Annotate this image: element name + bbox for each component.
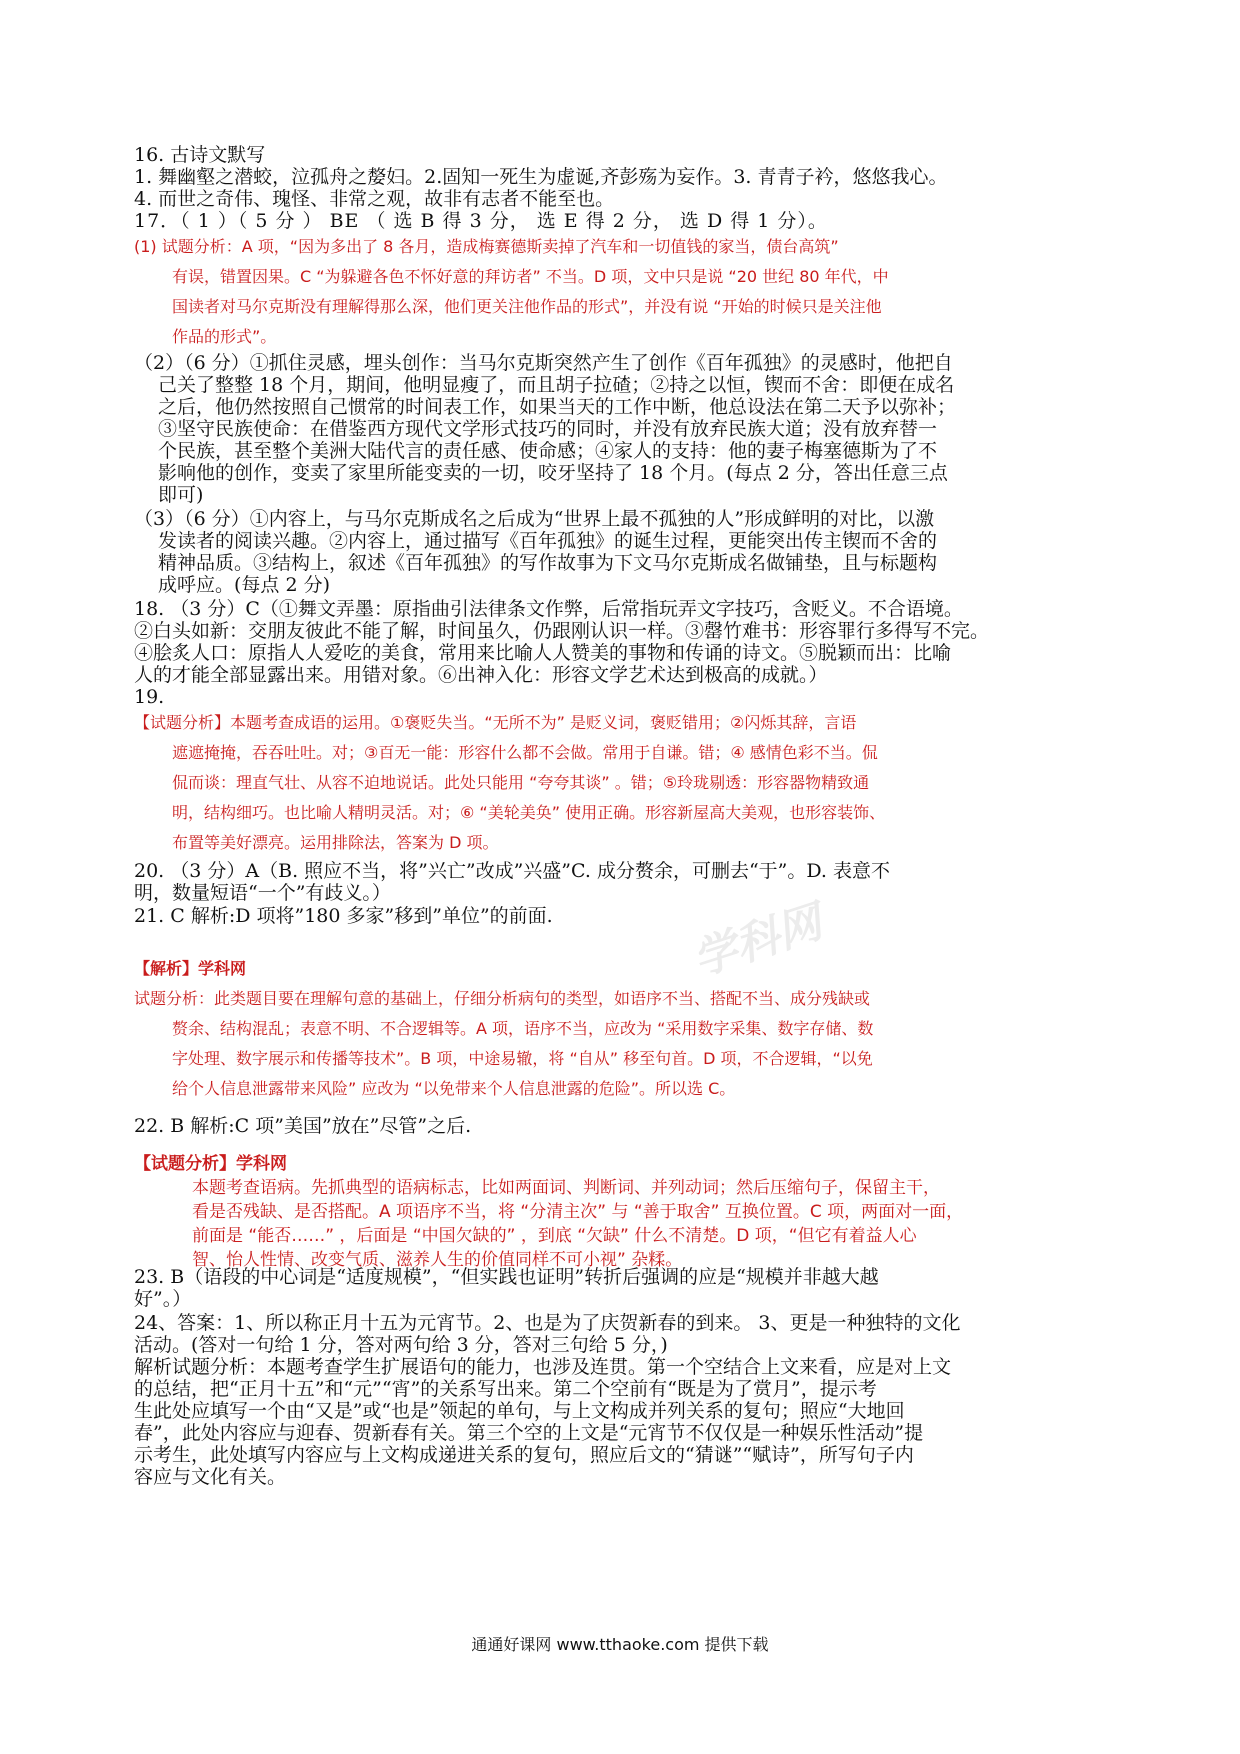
q23-line: 23. B（语段的中心词是“适度规模”，“但实践也证明”转折后强调的应是“规模并非越大越 — [134, 1266, 879, 1288]
q19-analysis-line: 明，结构细巧。也比喻人精明灵活。对；⑥ “美轮美奂” 使用正确。形容新屋高大美观，也形容装饰、 — [172, 803, 886, 822]
q19-analysis-line: 【试题分析】本题考查成语的运用。①褒贬失当。“无所不为” 是贬义词，褒贬错用；②闪烁其辞，言语 — [134, 713, 857, 732]
q24-analysis-line: 的总结，把“正月十五”和“元”“宵”的关系写出来。第二个空前有“既是为了赏月”，提示考 — [134, 1378, 877, 1400]
q19-analysis-line: 布置等美好漂亮。运用排除法，答案为 D 项。 — [172, 833, 499, 852]
q24-analysis-line: 解析试题分析：本题考查学生扩展语句的能力，也涉及连贯。第一个空结合上文来看，应是对上文 — [134, 1356, 952, 1378]
q16-line1: 1. 舞幽壑之潜蛟，泣孤舟之嫠妇。2.固知一死生为虚诞,齐彭殇为妄作。3. 青青子衿，悠悠我心。 — [134, 166, 948, 188]
q22-line: 22. B 解析:C 项”美国”放在”尽管”之后. — [134, 1115, 472, 1137]
q17-part3-line: 成呼应。(每点 2 分) — [158, 574, 330, 596]
q17-analysis-line: 有误，错置因果。C “为躲避各色不怀好意的拜访者” 不当。D 项，文中只是说 “20 世纪 80 年代，中 — [172, 267, 889, 286]
q17-part2-line: 己关了整整 18 个月，期间，他明显瘦了，而且胡子拉碴；②持之以恒，锲而不舍：即便在成名 — [158, 374, 955, 396]
q21-tag: 【解析】学科网 — [134, 959, 247, 978]
q16-title: 16. 古诗文默写 — [134, 144, 266, 166]
q20-line: 明，数量短语“一个”有歧义。） — [134, 882, 391, 904]
q17-analysis — [134, 232, 1094, 352]
q17-part2-line: 之后，他仍然按照自己惯常的时间表工作，如果当天的工作中断，他总设法在第二天予以弥补； — [158, 396, 957, 418]
q22-analysis — [134, 1152, 1094, 1272]
q24-answer-line: 24、答案：1、所以称正月十五为元宵节。2、也是为了庆贺新春的到来。 3、更是一种独特的文化 — [134, 1312, 961, 1334]
q22-analysis-line: 看是否残缺、是否搭配。A 项语序不当，将 “分清主次” 与 “善于取舍” 互换位置。C 项，两面对一面， — [192, 1202, 964, 1222]
q16-line2: 4. 而世之奇伟、瑰怪、非常之观，故非有志者不能至也。 — [134, 188, 615, 210]
q24-analysis-line: 示考生，此处填写内容应与上文构成递进关系的复句，照应后文的“猜谜”“赋诗”，所写句子内 — [134, 1444, 914, 1466]
q17-header: 17．（ 1 ）（ 5 分 ） BE （ 选 B 得 3 分， 选 E 得 2 分， 选 D 得 1 分）。 — [134, 210, 828, 232]
q21-line-block — [134, 905, 1094, 927]
q17-analysis-line: 国读者对马尔克斯没有理解得那么深，他们更关注他作品的形式”，并没有说 “开始的时候只是关注他 — [172, 297, 882, 316]
q21-analysis-line: 给个人信息泄露带来风险” 应改为 “以免带来个人信息泄露的危险”。所以选 C。 — [172, 1079, 736, 1098]
q19-number-block — [134, 686, 1094, 708]
q21-analysis — [134, 954, 1094, 1104]
q23-section — [134, 1266, 1094, 1310]
q18-line: ②白头如新：交朋友彼此不能了解，时间虽久，仍跟刚认识一样。③罄竹难书：形容罪行多得写不完。 — [134, 620, 990, 642]
page-footer: 通通好课网 www.tthaoke.com 提供下载 — [471, 1635, 769, 1654]
q17-part3 — [134, 508, 1094, 596]
q21-analysis-line: 试题分析：此类题目要在理解句意的基础上，仔细分析病句的类型，如语序不当、搭配不当、成分残缺或 — [134, 989, 871, 1008]
q17-part2-line: ③坚守民族使命：在借鉴西方现代文学形式技巧的同时，并没有放弃民族大道；没有放弃替一 — [158, 418, 938, 440]
q24-answer-line: 活动。(答对一句给 1 分，答对两句给 3 分，答对三句给 5 分，) — [134, 1334, 668, 1356]
q22-line-block — [134, 1115, 1094, 1137]
q17-part3-line: （3）（6 分）①内容上，与马尔克斯成名之后成为“世界上最不孤独的人”形成鲜明的对比，以激 — [134, 508, 935, 530]
q18-section — [134, 598, 1094, 686]
q17-part3-line: 精神品质。③结构上，叙述《百年孤独》的写作故事为下文马尔克斯成名做铺垫，且与标题构 — [158, 552, 938, 574]
q22-tag: 【试题分析】学科网 — [134, 1154, 287, 1174]
q17-part2-line: 即可) — [158, 484, 204, 506]
q21-analysis-line: 字处理、数字展示和传播等技术”。B 项，中途易辙，将 “自从” 移至句首。D 项，不合逻辑，“以免 — [172, 1049, 873, 1068]
q17-part2-line: 影响他的创作，变卖了家里所能变卖的一切，咬牙坚持了 18 个月。(每点 2 分，答出任意三点 — [158, 462, 948, 484]
q24-analysis-line: 春”，此处内容应与迎春、贺新春有关。第三个空的上文是“元宵节不仅仅是一种娱乐性活动”提 — [134, 1422, 924, 1444]
q21-line: 21. C 解析:D 项将”180 多家”移到”单位”的前面. — [134, 905, 553, 927]
q17-part2-line: （2）（6 分）①抓住灵感，埋头创作：当马尔克斯突然产生了创作《百年孤独》的灵感时，他把自 — [134, 352, 953, 374]
q22-analysis-line: 前面是 “能否……” ，后面是 “中国欠缺的” ，到底 “欠缺” 什么不清楚。D 项，“但它有着益人心 — [192, 1226, 917, 1246]
q17-part2-line: 个民族，甚至整个美洲大陆代言的责任感、使命感；④家人的支持：他的妻子梅塞德斯为了不 — [158, 440, 938, 462]
q21-analysis-line: 赘余、结构混乱；表意不明、不合逻辑等。A 项，语序不当，应改为 “采用数字采集、数字存储、数 — [172, 1019, 874, 1038]
q18-line: 18. （3 分）C（①舞文弄墨：原指曲引法律条文作弊，后常指玩弄文字技巧，含贬义。不合语境。 — [134, 598, 963, 620]
q17-analysis-line: (1) 试题分析：A 项，“因为多出了 8 各月，造成梅赛德斯卖掉了汽车和一切值钱的家当，债台高筑” — [134, 237, 839, 256]
q20-line: 20. （3 分）A（B. 照应不当，将”兴亡”改成”兴盛”C. 成分赘余，可删去“于”。D. 表意不 — [134, 860, 891, 882]
q19-analysis-line: 侃而谈：理直气壮、从容不迫地说话。此处只能用 “夸夸其谈” 。错；⑤玲珑剔透：形容器物精致通 — [172, 773, 870, 792]
q17-header-block — [134, 210, 1094, 232]
q22-analysis-line: 本题考查语病。先抓典型的语病标志，比如两面词、判断词、并列动词；然后压缩句子，保留主干， — [192, 1178, 940, 1198]
q17-analysis-line: 作品的形式”。 — [172, 327, 277, 346]
watermark: 学科网 — [686, 896, 829, 986]
q18-line: ④脍炙人口：原指人人爱吃的美食，常用来比喻人人赞美的事物和传诵的诗文。⑤脱颖而出：比喻 — [134, 642, 952, 664]
q19-number: 19. — [134, 686, 165, 708]
q24-section — [134, 1312, 1094, 1488]
q17-part2 — [134, 352, 1094, 506]
q18-line: 人的才能全部显露出来。用错对象。⑥出神入化：形容文学艺术达到极高的成就。） — [134, 664, 828, 686]
q20-section — [134, 860, 1094, 904]
q24-analysis-line: 容应与文化有关。 — [134, 1466, 287, 1488]
q24-analysis-line: 生此处应填写一个由“又是”或“也是”领起的单句，与上文构成并列关系的复句；照应“大地回 — [134, 1400, 905, 1422]
q23-line: 好”。） — [134, 1288, 192, 1310]
q19-analysis — [134, 708, 1094, 858]
q16-section — [134, 144, 1094, 210]
q22-analysis-line: 智、怡人性情、改变气质、滋养人生的价值同样不可小视” 杂糅。 — [192, 1250, 683, 1270]
q17-part3-line: 发读者的阅读兴趣。②内容上，通过描写《百年孤独》的诞生过程，更能突出传主锲而不舍的 — [158, 530, 938, 552]
q19-analysis-line: 遮遮掩掩，吞吞吐吐。对；③百无一能：形容什么都不会做。常用于自谦。错；④ 感情色彩不当。侃 — [172, 743, 878, 762]
